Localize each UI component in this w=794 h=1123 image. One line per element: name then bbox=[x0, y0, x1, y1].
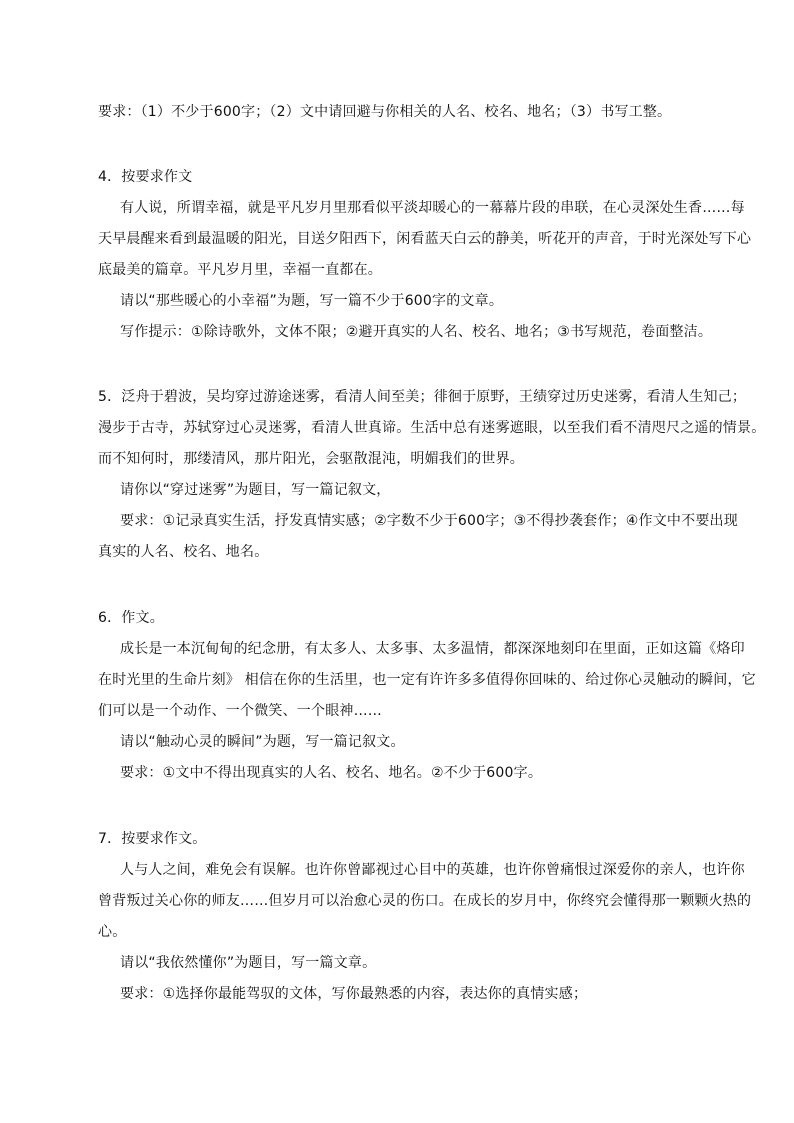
q6-paragraph-line-1: 成长是一本沉甸甸的纪念册，有太多人、太多事、太多温情，都深深地刻印在里面，正如这篇《烙印 bbox=[120, 641, 745, 657]
q5-requirement-line-1: 要求：①记录真实生活，抒发真情实感；②字数不少于600字；③不得抄袭套作；④作文中不要出现 bbox=[120, 513, 738, 529]
q7-requirement: 要求：①选择你最能驾驭的文体，写你最熟悉的内容，表达你的真情实感； bbox=[120, 986, 588, 1002]
q5-paragraph-line-3: 而不知何时，那缕清风，那片阳光，会驱散混沌，明媚我们的世界。 bbox=[98, 451, 524, 467]
q6-paragraph-line-3: 们可以是一个动作、一个微笑、一个眼神…… bbox=[98, 703, 382, 719]
q7-paragraph-line-1: 人与人之间，难免会有误解。也许你曾鄙视过心目中的英雄，也许你曾痛恨过深爱你的亲人，也许你 bbox=[120, 862, 745, 878]
q5-prompt: 请你以“穿过迷雾”为题目，写一篇记叙文， bbox=[120, 482, 391, 498]
q3-requirement: 要求：（1）不少于600字；（2）文中请回避与你相关的人名、校名、地名；（3）书写工整。 bbox=[98, 104, 672, 120]
q4-title: 4．按要求作文 bbox=[98, 169, 193, 185]
q4-paragraph-line-2: 天早晨醒来看到最温暖的阳光，目送夕阳西下，闲看蓝天白云的静美，听花开的声音，于时光深处写下心 bbox=[98, 231, 752, 247]
q5-paragraph-line-1: 5．泛舟于碧波，吴均穿过游途迷雾，看清人间至美；徘徊于原野，王绩穿过历史迷雾，看清人生知己； bbox=[98, 389, 747, 405]
q7-prompt: 请以“我依然懂你”为题目，写一篇文章。 bbox=[120, 955, 377, 971]
q7-paragraph-line-3: 心。 bbox=[98, 924, 127, 940]
q6-prompt: 请以“触动心灵的瞬间”为题，写一篇记叙文。 bbox=[120, 734, 405, 750]
q4-paragraph-line-1: 有人说，所谓幸福，就是平凡岁月里那看似平淡却暖心的一幕幕片段的串联，在心灵深处生香……每 bbox=[120, 200, 745, 216]
q7-paragraph-line-2: 曾背叛过关心你的师友……但岁月可以治愈心灵的伤口。在成长的岁月中，你终究会懂得那一颗颗火热的 bbox=[98, 893, 752, 909]
q6-requirement: 要求：①文中不得出现真实的人名、校名、地名。②不少于600字。 bbox=[120, 765, 543, 781]
q5-requirement-line-2: 真实的人名、校名、地名。 bbox=[98, 544, 269, 560]
q6-title: 6．作文。 bbox=[98, 610, 164, 626]
q4-paragraph-line-3: 底最美的篇章。平凡岁月里，幸福一直都在。 bbox=[98, 262, 382, 278]
q7-title: 7．按要求作文。 bbox=[98, 831, 207, 847]
q4-hint: 写作提示：①除诗歌外，文体不限；②避开真实的人名、校名、地名；③书写规范，卷面整洁。 bbox=[120, 324, 713, 340]
q6-paragraph-line-2: 在时光里的生命片刻》 相信在你的生活里，也一定有许许多多值得你回味的、给过你心灵触动的瞬间，它 bbox=[98, 672, 756, 688]
q4-prompt: 请以“那些暖心的小幸福”为题，写一篇不少于600字的文章。 bbox=[120, 293, 504, 309]
q5-paragraph-line-2: 漫步于古寺，苏轼穿过心灵迷雾，看清人世真谛。生活中总有迷雾遮眼，以至我们看不清咫尺之遥的情景。 bbox=[98, 420, 766, 436]
